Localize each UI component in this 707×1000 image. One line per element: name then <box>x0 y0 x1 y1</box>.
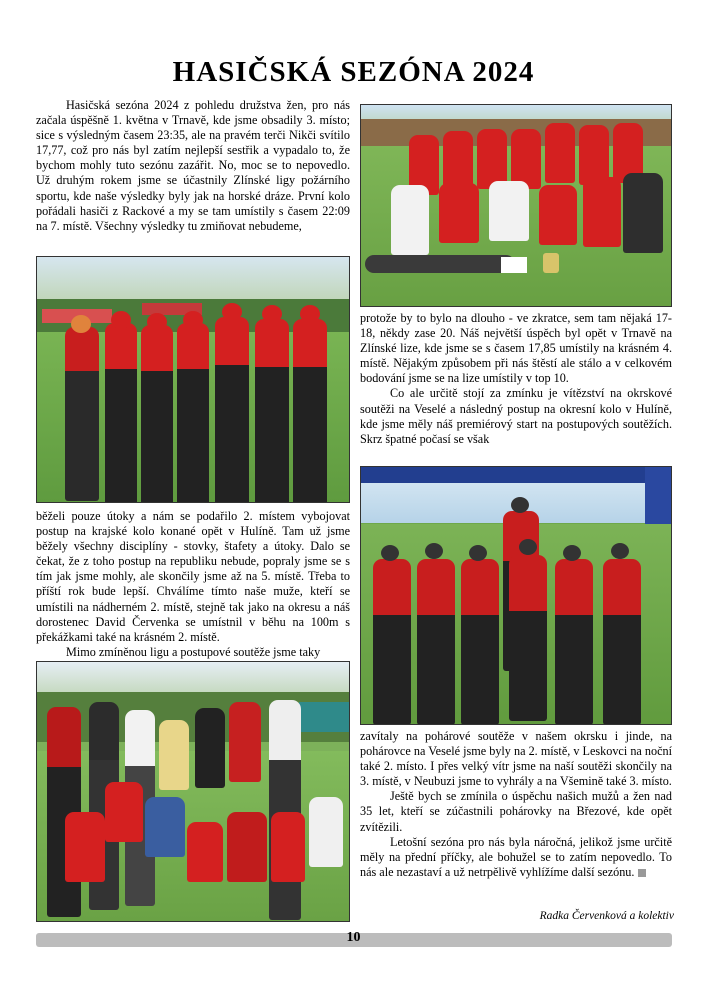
paragraph: protože by to bylo na dlouho - ve zkratce, sem tam nějaká 17-18, někdy zase 20. Náš největší úspěch byl opět v Trnavě na Zlínské lize, kde jsme se s časem 17,85 umístily na krásném 4. místě. Nějakým způsobem při nás štěstí ale stálo a v celkovém bodování jsme se na lize umístily v top 10. <box>360 311 672 386</box>
paragraph <box>360 835 672 880</box>
right-text-bottom <box>360 729 672 880</box>
photo-group-trophies <box>36 661 350 922</box>
author-signature: Radka Červenková a kolektiv <box>539 910 674 922</box>
paragraph: zavítaly na pohárové soutěže v našem okrsku i jinde, na pohárovce na Veselé jsme byly na 2. místě, v Leskovci na noční také 2. místo. I přes velký vítr jsme na naší soutěži skončily na 3. místě, v Neubuzi jsme to vyhrály a na Všemině také 3. místo. <box>360 729 672 789</box>
paragraph: běželi pouze útoky a nám se podařilo 2. místem vybojovat postup na krajské kolo konané opět v Hulíně. Tam už jsme běžely všechny disciplíny - stovky, štafety a útoky. Dalo se čekat, že z toho postup na republiku nebude, popraly jsme se s tím jak jsme mohly, ale skončily jsme až na 5. místě. Třeba to příští rok bude lepší. Chválíme tímto naše muže, kteří se umístili na nádherném 2. místě, stejně tak jako na okresu a náš dorostenec David Červenka se umístnil v běhu na 100m s překážkami také na krásném 2. místě. <box>36 509 350 644</box>
paragraph: Co ale určitě stojí za zmínku je vítězství na okrskové soutěži na Veselé a následný postup na okresní kolo v Hulíně, kde jsme měly náš premiérový start na postupových soutěžích. Skrz špatné počasí se však <box>360 386 672 446</box>
left-text-top <box>36 98 350 234</box>
photo-women-team <box>36 256 350 503</box>
photo-team-field <box>360 104 672 307</box>
paragraph-text: Letošní sezóna pro nás byla náročná, jelikož jsme určitě měly na přední příčky, ale bohužel se to zatím nepovedlo. To nás ale nezastaví a už netrpělivě vyhlížíme další sezónu. <box>360 834 672 879</box>
right-text-top <box>360 311 672 447</box>
article-title: HASIČSKÁ SEZÓNA 2024 <box>172 56 535 88</box>
left-text-middle <box>36 509 350 660</box>
paragraph: Mimo zmíněnou ligu a postupové soutěže jsme taky <box>66 644 321 659</box>
paragraph: Ještě bych se zmínila o úspěchu našich mužů a žen nad 35 let, kteří se zúčastnili pohárovky na Březové, kde opět zvítězili. <box>360 789 672 834</box>
page-number: 10 <box>346 930 361 945</box>
photo-men-team <box>360 466 672 725</box>
paragraph: Hasičská sezóna 2024 z pohledu družstva žen, pro nás začala úspěšně 1. května v Trnavě, kde jsme obsadily 3. místo; sice s výsledným časem 23:35, ale na pravém terči Nikči svítilo 17,77, což pro nás byl zatím nejlepší sestřik a vypadalo to, že bychom mohly tuto sezónu zazářit. No, moc se to nepovedlo. Už druhým rokem jsme se účastnily Zlínské ligy požárního sportu, kde naše výsledky byly jak na horské dráze. První kolo pořádali hasiči z Rackové a my se tam umístily s časem 22:09 na 7. místě. Všechny výsledky tu zmiňovat nebudeme, <box>36 98 350 233</box>
end-of-article-mark <box>638 869 646 877</box>
